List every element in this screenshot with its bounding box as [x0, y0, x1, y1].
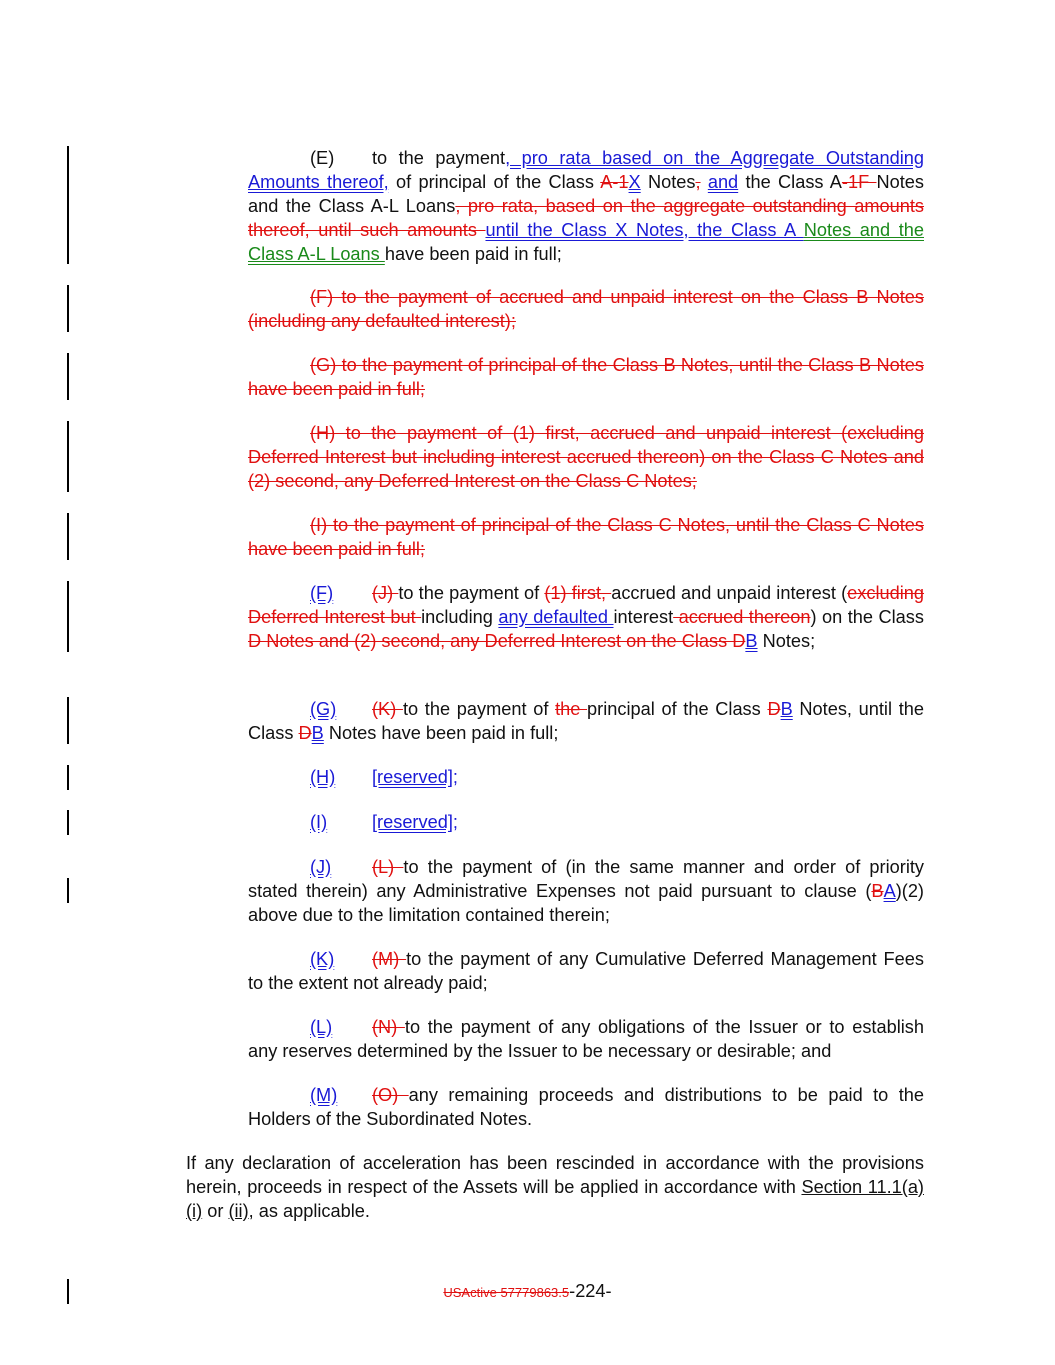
- clause-label: (J): [310, 857, 332, 877]
- change-bar: [67, 353, 69, 400]
- change-bar: [67, 285, 69, 332]
- page-footer: [0, 1281, 1055, 1302]
- closing-paragraph: If any declaration of acceleration has been rescinded in accordance with the provisions herein, proceeds in respect of the Assets will be applied in accordance with Section 11.1(a)(i) or (ii), as applicable.: [186, 1153, 924, 1221]
- clause-j: (J) (L) to the payment of (in the same manner and order of priority stated therein) any Administrative Expenses not paid pursuant to clause (BA)(2) above due to the limitation contained therein;: [248, 857, 925, 925]
- deleted-clause-g: (G) to the payment of principal of the Class B Notes, until the Class B Notes have been paid in full;: [248, 355, 924, 399]
- change-bar: [67, 581, 69, 652]
- clause-f: (F) (J) to the payment of (1) first, accrued and unpaid interest (excluding Deferred Interest but including any defaulted interest accrued thereon) on the Class D Notes and (2) second, any Deferred Interest on the Class DB Notes;: [248, 583, 925, 651]
- clause-h: (H) [reserved];: [310, 767, 458, 787]
- document-tag: USActive 57779863.5: [443, 1285, 570, 1300]
- clause-label: (M): [310, 1085, 338, 1105]
- clause-k: (K) (M) to the payment of any Cumulative Deferred Management Fees to the extent not already paid;: [248, 949, 924, 993]
- change-bar: [67, 810, 69, 835]
- clause-i: (I) [reserved];: [310, 812, 458, 832]
- clause-m: (M) (O) any remaining proceeds and distributions to be paid to the Holders of the Subordinated Notes.: [248, 1085, 924, 1129]
- page-number: -224-: [569, 1281, 612, 1301]
- change-bar: [67, 878, 69, 903]
- clause-label: (L): [310, 1017, 333, 1037]
- clause-g: (G) (K) to the payment of the principal of the Class DB Notes, until the Class DB Notes have been paid in full;: [248, 699, 924, 743]
- clause-label: (E): [310, 148, 335, 168]
- clause-e: (E) to the payment, pro rata based on the Aggregate Outstanding Amounts thereof, of principal of the Class A-1X Notes, and the Class A-1F Notes and the Class A-L Loans, pro rata, based on the aggregate outstanding amounts thereof, until such amounts until the Class X Notes, the Class A Notes and the Class A-L Loans have been paid in full;: [248, 148, 924, 264]
- change-bar: [67, 421, 69, 492]
- clause-label: (K): [310, 949, 335, 969]
- section-reference[interactable]: Section 11.1(a)(i): [186, 1177, 924, 1221]
- deleted-clause-f: (F) to the payment of accrued and unpaid interest on the Class B Notes (including any defaulted interest);: [248, 287, 924, 331]
- clause-l: (L) (N) to the payment of any obligations of the Issuer or to establish any reserves determined by the Issuer to be necessary or desirable; and: [248, 1017, 924, 1061]
- change-bar: [67, 513, 69, 560]
- change-bar: [67, 697, 69, 744]
- clause-label: (I): [310, 812, 328, 832]
- clause-label: (G): [310, 699, 337, 719]
- deleted-clause-i: (I) to the payment of principal of the Class C Notes, until the Class C Notes have been paid in full;: [248, 515, 924, 559]
- clause-label: (H): [310, 767, 336, 787]
- section-reference[interactable]: (ii): [228, 1201, 249, 1221]
- deleted-clause-h: (H) to the payment of (1) first, accrued and unpaid interest (excluding Deferred Interest but including interest accrued thereon) on the Class C Notes and (2) second, any Deferred Interest on the Class C Notes;: [248, 423, 924, 491]
- clause-label: (F): [310, 583, 334, 603]
- change-bar: [67, 765, 69, 790]
- change-bar: [67, 146, 69, 264]
